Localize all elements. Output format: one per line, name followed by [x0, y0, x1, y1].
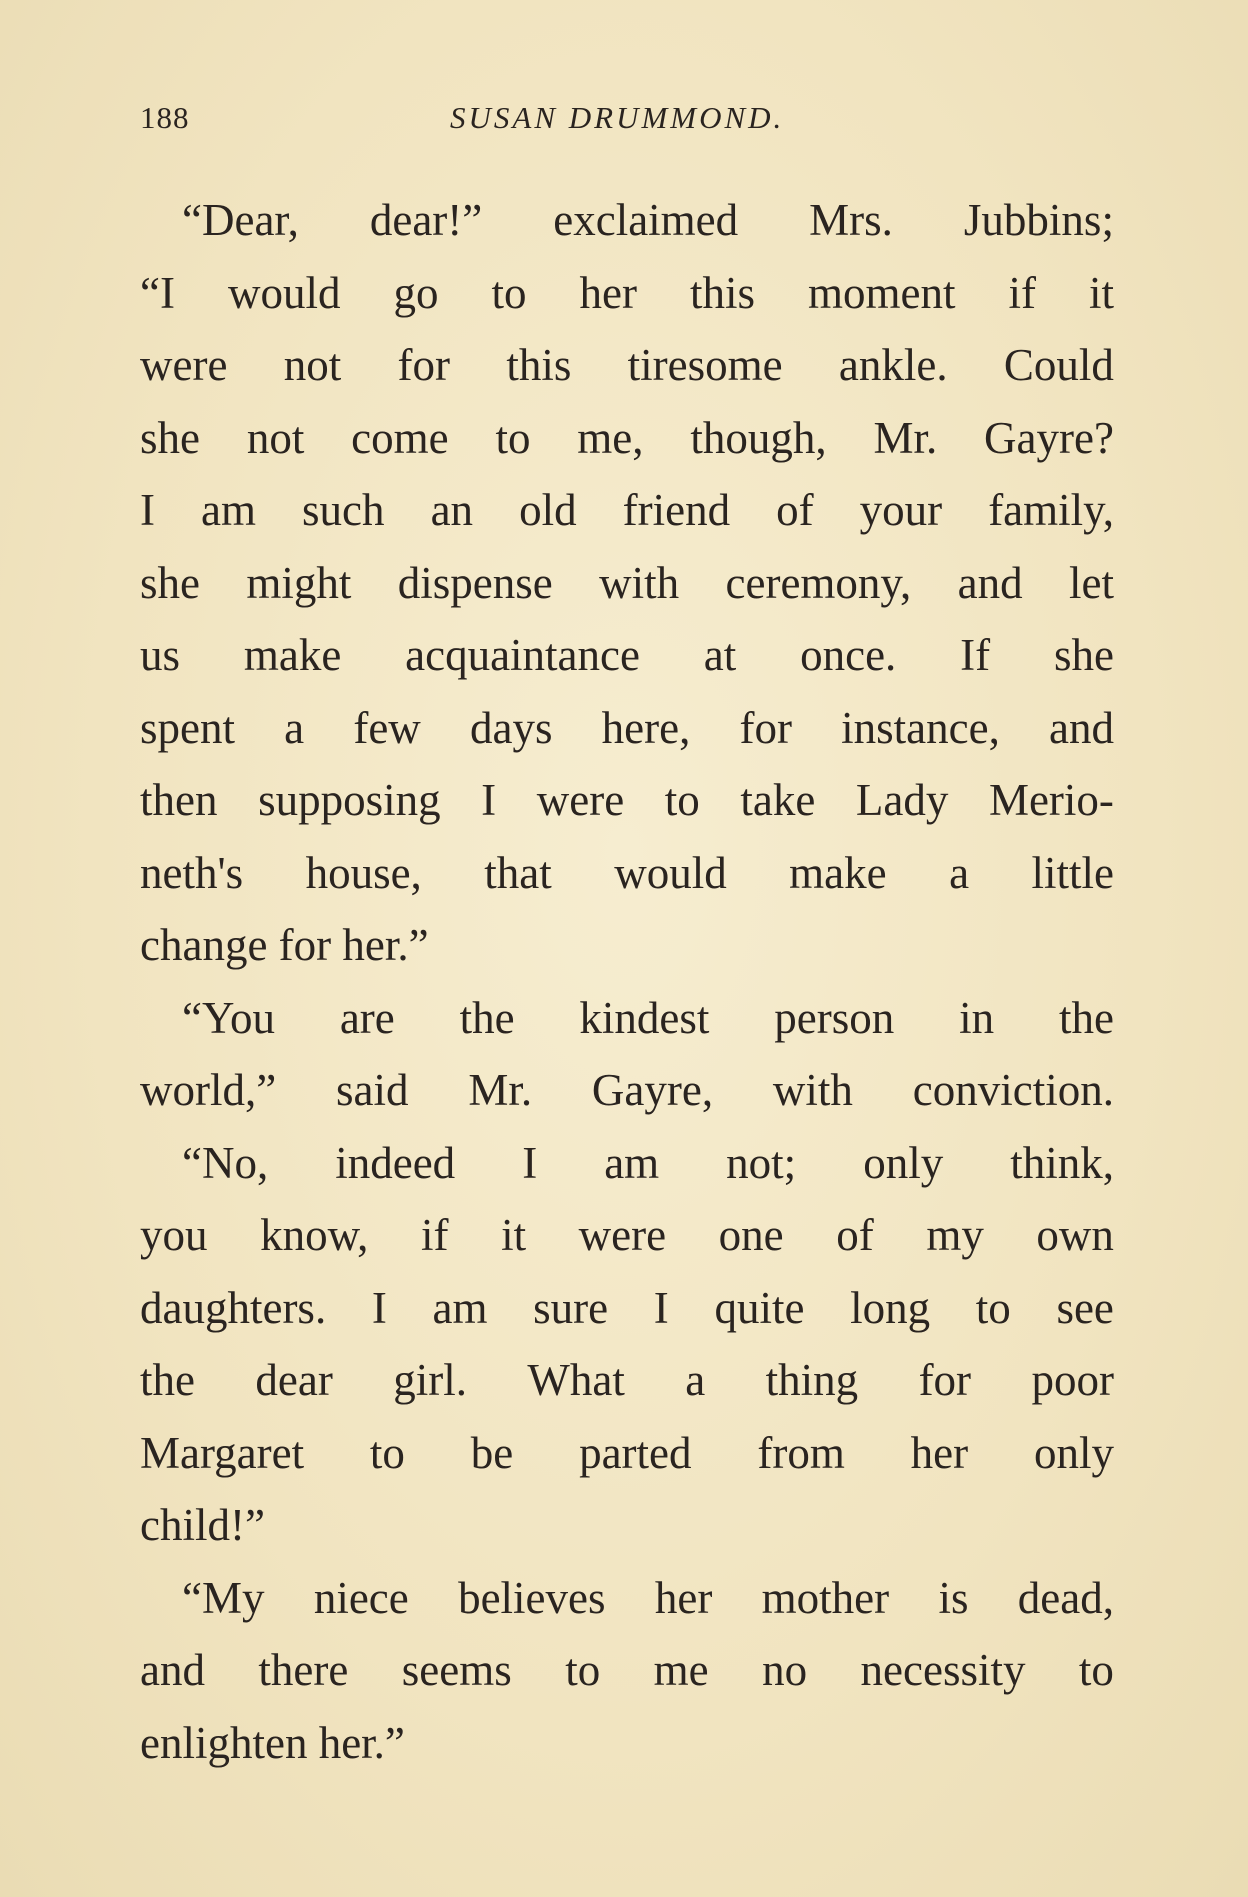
word: are	[339, 992, 395, 1043]
text-line	[140, 329, 1114, 402]
word: here,	[601, 702, 691, 753]
word: know,	[260, 1210, 369, 1260]
word: I	[140, 485, 155, 535]
word: dear!”	[369, 195, 483, 245]
running-head: SUSAN DRUMMOND.	[450, 100, 785, 135]
word: might	[246, 557, 352, 608]
text-line	[140, 1272, 1114, 1345]
text-line	[140, 1634, 1114, 1707]
text-line	[140, 1054, 1114, 1127]
word: Merio-	[988, 775, 1114, 825]
word: she	[140, 412, 200, 463]
word: If	[960, 630, 991, 680]
word: “No,	[182, 1137, 269, 1188]
text-line	[140, 982, 1114, 1055]
word: with	[772, 1065, 853, 1115]
word: child!”	[140, 1500, 265, 1550]
word: poor	[1031, 1355, 1114, 1405]
word: dead,	[1017, 1572, 1114, 1623]
word: little	[1031, 847, 1114, 898]
word: her	[579, 267, 637, 318]
text-line	[140, 909, 1114, 982]
word: were	[536, 775, 625, 825]
word: only	[863, 1137, 944, 1188]
text-line	[140, 547, 1114, 620]
word: sure	[533, 1282, 609, 1333]
word: though,	[690, 412, 827, 463]
word: necessity	[860, 1645, 1026, 1695]
word: one	[718, 1210, 784, 1260]
word: supposing	[258, 775, 441, 825]
word: this	[506, 340, 572, 390]
word: in	[959, 992, 995, 1043]
word: Mrs.	[809, 195, 893, 245]
word: be	[470, 1427, 514, 1478]
word: would	[227, 267, 341, 318]
word: you	[140, 1210, 208, 1260]
word: spent	[140, 702, 235, 753]
text-line	[140, 257, 1114, 330]
word: Gayre,	[591, 1065, 714, 1115]
word: that	[484, 847, 552, 898]
word: the	[140, 1355, 195, 1405]
word: Mr.	[468, 1065, 533, 1115]
word: instance,	[841, 702, 1000, 753]
word: Could	[1003, 340, 1114, 390]
word: my	[926, 1210, 984, 1260]
word: I	[653, 1282, 669, 1333]
word: enlighten her.”	[140, 1717, 405, 1768]
word: for	[739, 702, 792, 753]
word: of	[836, 1210, 874, 1260]
word: “You	[182, 992, 275, 1043]
text-line	[140, 1127, 1114, 1200]
word: to	[491, 267, 527, 318]
word: said	[336, 1065, 409, 1115]
word: “Dear,	[182, 195, 299, 245]
word: days	[469, 702, 553, 753]
word: with	[599, 557, 680, 608]
word: kindest	[579, 992, 710, 1043]
page-number: 188	[140, 100, 190, 135]
text-line	[140, 1489, 1114, 1562]
word: come	[351, 412, 449, 463]
word: a	[685, 1355, 706, 1405]
word: niece	[313, 1572, 409, 1623]
word: and	[140, 1645, 205, 1695]
word: Margaret	[140, 1427, 305, 1478]
word: Jubbins;	[963, 195, 1114, 245]
word: her	[654, 1572, 713, 1623]
word: she	[140, 557, 200, 608]
word: quite	[714, 1282, 805, 1333]
word: for	[397, 340, 451, 390]
word: and	[957, 557, 1023, 608]
word: to	[565, 1645, 601, 1695]
text-line	[140, 1562, 1114, 1635]
word: to	[1078, 1645, 1114, 1695]
word: such	[302, 485, 385, 535]
word: the	[1058, 992, 1114, 1043]
word: a	[949, 847, 970, 898]
word: not	[246, 412, 305, 463]
word: girl.	[393, 1355, 467, 1405]
word: me,	[577, 412, 644, 463]
word: for	[918, 1355, 972, 1405]
text-line	[140, 402, 1114, 475]
word: if	[1008, 267, 1036, 318]
word: am	[432, 1282, 488, 1333]
body-text	[140, 184, 1114, 1779]
word: Mr.	[873, 412, 938, 463]
word: she	[1053, 630, 1114, 680]
word: think,	[1010, 1137, 1114, 1188]
word: the	[459, 992, 515, 1043]
text-line	[140, 1707, 1114, 1780]
word: am	[201, 485, 257, 535]
word: make	[243, 630, 342, 680]
word: own	[1036, 1210, 1114, 1260]
word: family,	[988, 485, 1114, 535]
word: no	[762, 1645, 808, 1695]
word: thing	[765, 1355, 859, 1405]
word: there	[258, 1645, 349, 1695]
word: it	[1088, 267, 1114, 318]
word: daughters.	[140, 1282, 327, 1333]
word: am	[604, 1137, 660, 1188]
text-line	[140, 184, 1114, 257]
word: world,”	[140, 1065, 277, 1115]
word: me	[653, 1645, 709, 1695]
word: her	[910, 1427, 969, 1478]
text-line	[140, 1199, 1114, 1272]
word: long	[850, 1282, 931, 1333]
word: exclaimed	[553, 195, 739, 245]
word: let	[1069, 557, 1114, 608]
word: make	[789, 847, 887, 898]
word: us	[140, 630, 181, 680]
word: of	[776, 485, 814, 535]
word: believes	[458, 1572, 606, 1623]
word: to	[664, 775, 700, 825]
word: is	[938, 1572, 969, 1623]
word: and	[1049, 702, 1114, 753]
text-line	[140, 1344, 1114, 1417]
word: tiresome	[627, 340, 783, 390]
word: to	[975, 1282, 1011, 1333]
word: to	[369, 1427, 405, 1478]
word: moment	[807, 267, 956, 318]
page-header	[140, 100, 1114, 140]
text-line	[140, 619, 1114, 692]
word: ankle.	[838, 340, 948, 390]
word: an	[430, 485, 474, 535]
word: dear	[255, 1355, 333, 1405]
word: from	[757, 1427, 845, 1478]
word: seems	[401, 1645, 512, 1695]
word: were	[578, 1210, 667, 1260]
word: your	[859, 485, 943, 535]
word: mother	[761, 1572, 890, 1623]
word: What	[527, 1355, 625, 1405]
word: would	[614, 847, 727, 898]
word: “I	[140, 267, 175, 318]
word: ceremony,	[725, 557, 912, 608]
word: to	[495, 412, 531, 463]
word: dispense	[397, 557, 553, 608]
word: conviction.	[912, 1065, 1114, 1115]
word: indeed	[335, 1137, 456, 1188]
text-line	[140, 764, 1114, 837]
word: change for her.”	[140, 920, 429, 970]
word: house,	[305, 847, 422, 898]
word: person	[774, 992, 895, 1043]
word: parted	[579, 1427, 692, 1478]
word: not;	[726, 1137, 797, 1188]
word: a	[284, 702, 305, 753]
word: this	[689, 267, 755, 318]
word: once.	[800, 630, 897, 680]
text-line	[140, 1417, 1114, 1490]
word: neth's	[140, 847, 244, 898]
word: if	[420, 1210, 449, 1260]
word: I	[371, 1282, 387, 1333]
word: go	[393, 267, 439, 318]
text-line	[140, 692, 1114, 765]
word: at	[703, 630, 737, 680]
word: old	[519, 485, 577, 535]
word: “My	[182, 1572, 265, 1623]
word: Lady	[855, 775, 949, 825]
word: take	[740, 775, 816, 825]
word: friend	[622, 485, 731, 535]
word: it	[501, 1210, 527, 1260]
word: see	[1056, 1282, 1114, 1333]
word: then	[140, 775, 218, 825]
word: were	[140, 340, 228, 390]
word: I	[522, 1137, 538, 1188]
word: I	[481, 775, 497, 825]
text-line	[140, 837, 1114, 910]
word: few	[353, 702, 421, 753]
word: acquaintance	[405, 630, 640, 680]
word: only	[1033, 1427, 1114, 1478]
text-line	[140, 474, 1114, 547]
word: not	[283, 340, 342, 390]
word: Gayre?	[984, 412, 1114, 463]
